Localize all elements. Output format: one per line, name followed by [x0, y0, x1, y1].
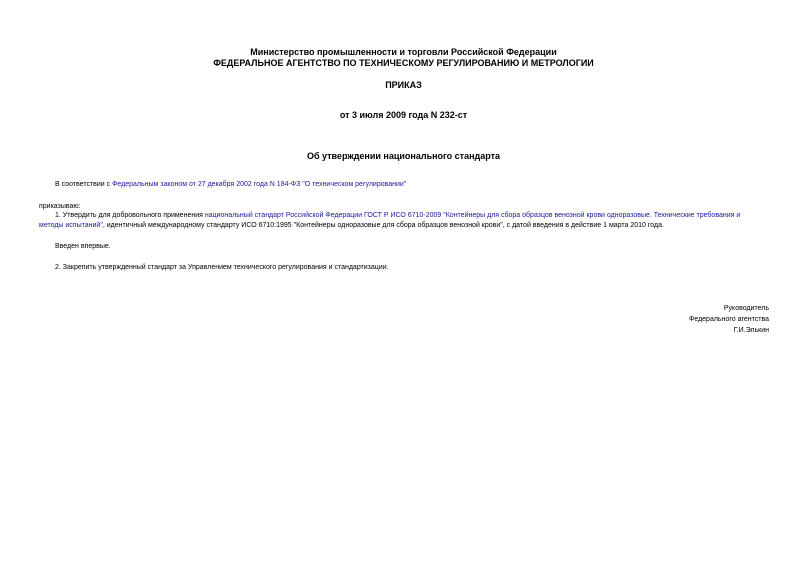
signature-block	[689, 303, 769, 336]
doc-date-heading: от 3 июля 2009 года N 232-ст	[339, 110, 468, 120]
signature-title: Руководитель	[723, 305, 769, 312]
ministry-heading: Министерство промышленности и торговли Российской Федерации	[250, 47, 557, 57]
item-1-prefix: 1. Утвердить для добровольного применения	[55, 212, 205, 219]
agency-heading: ФЕДЕРАЛЬНОЕ АГЕНТСТВО ПО ТЕХНИЧЕСКОМУ РЕГУЛИРОВАНИЮ И МЕТРОЛОГИИ	[213, 58, 594, 68]
signature-name: Г.И.Элькин	[733, 327, 769, 334]
paragraph-basis	[55, 180, 406, 190]
signature-org: Федерального агентства	[689, 316, 769, 323]
paragraph-item-1	[39, 211, 779, 231]
paragraph-item-2: 2. Закрепить утвержденный стандарт за Управлением технического регулирования и стандартизации.	[55, 264, 389, 271]
paragraph-basis-text: В соответствии с	[55, 181, 113, 188]
doc-type-heading: ПРИКАЗ	[385, 80, 422, 90]
item-1-suffix: , идентичный международному стандарту ИСО 6710:1995 "Контейнеры одноразовые для сбора образцов венозной крови", с датой введения в действие 1 марта 2010 года.	[102, 222, 664, 229]
standard-link-continued[interactable]: методы испытаний"	[39, 222, 103, 229]
orders-label: приказываю:	[39, 203, 81, 210]
doc-subject-heading: Об утверждении национального стандарта	[306, 151, 501, 161]
federal-law-link[interactable]: Федеральным законом от 27 декабря 2002 года N 184-ФЗ "О техническом регулировании"	[112, 181, 407, 188]
standard-link[interactable]: национальный стандарт Российской Федерации ГОСТ Р ИСО 6710-2009 "Контейнеры для сбора образцов венозной крови одноразовые. Технические требования и	[204, 212, 741, 219]
introduced-note: Введен впервые.	[55, 243, 111, 250]
